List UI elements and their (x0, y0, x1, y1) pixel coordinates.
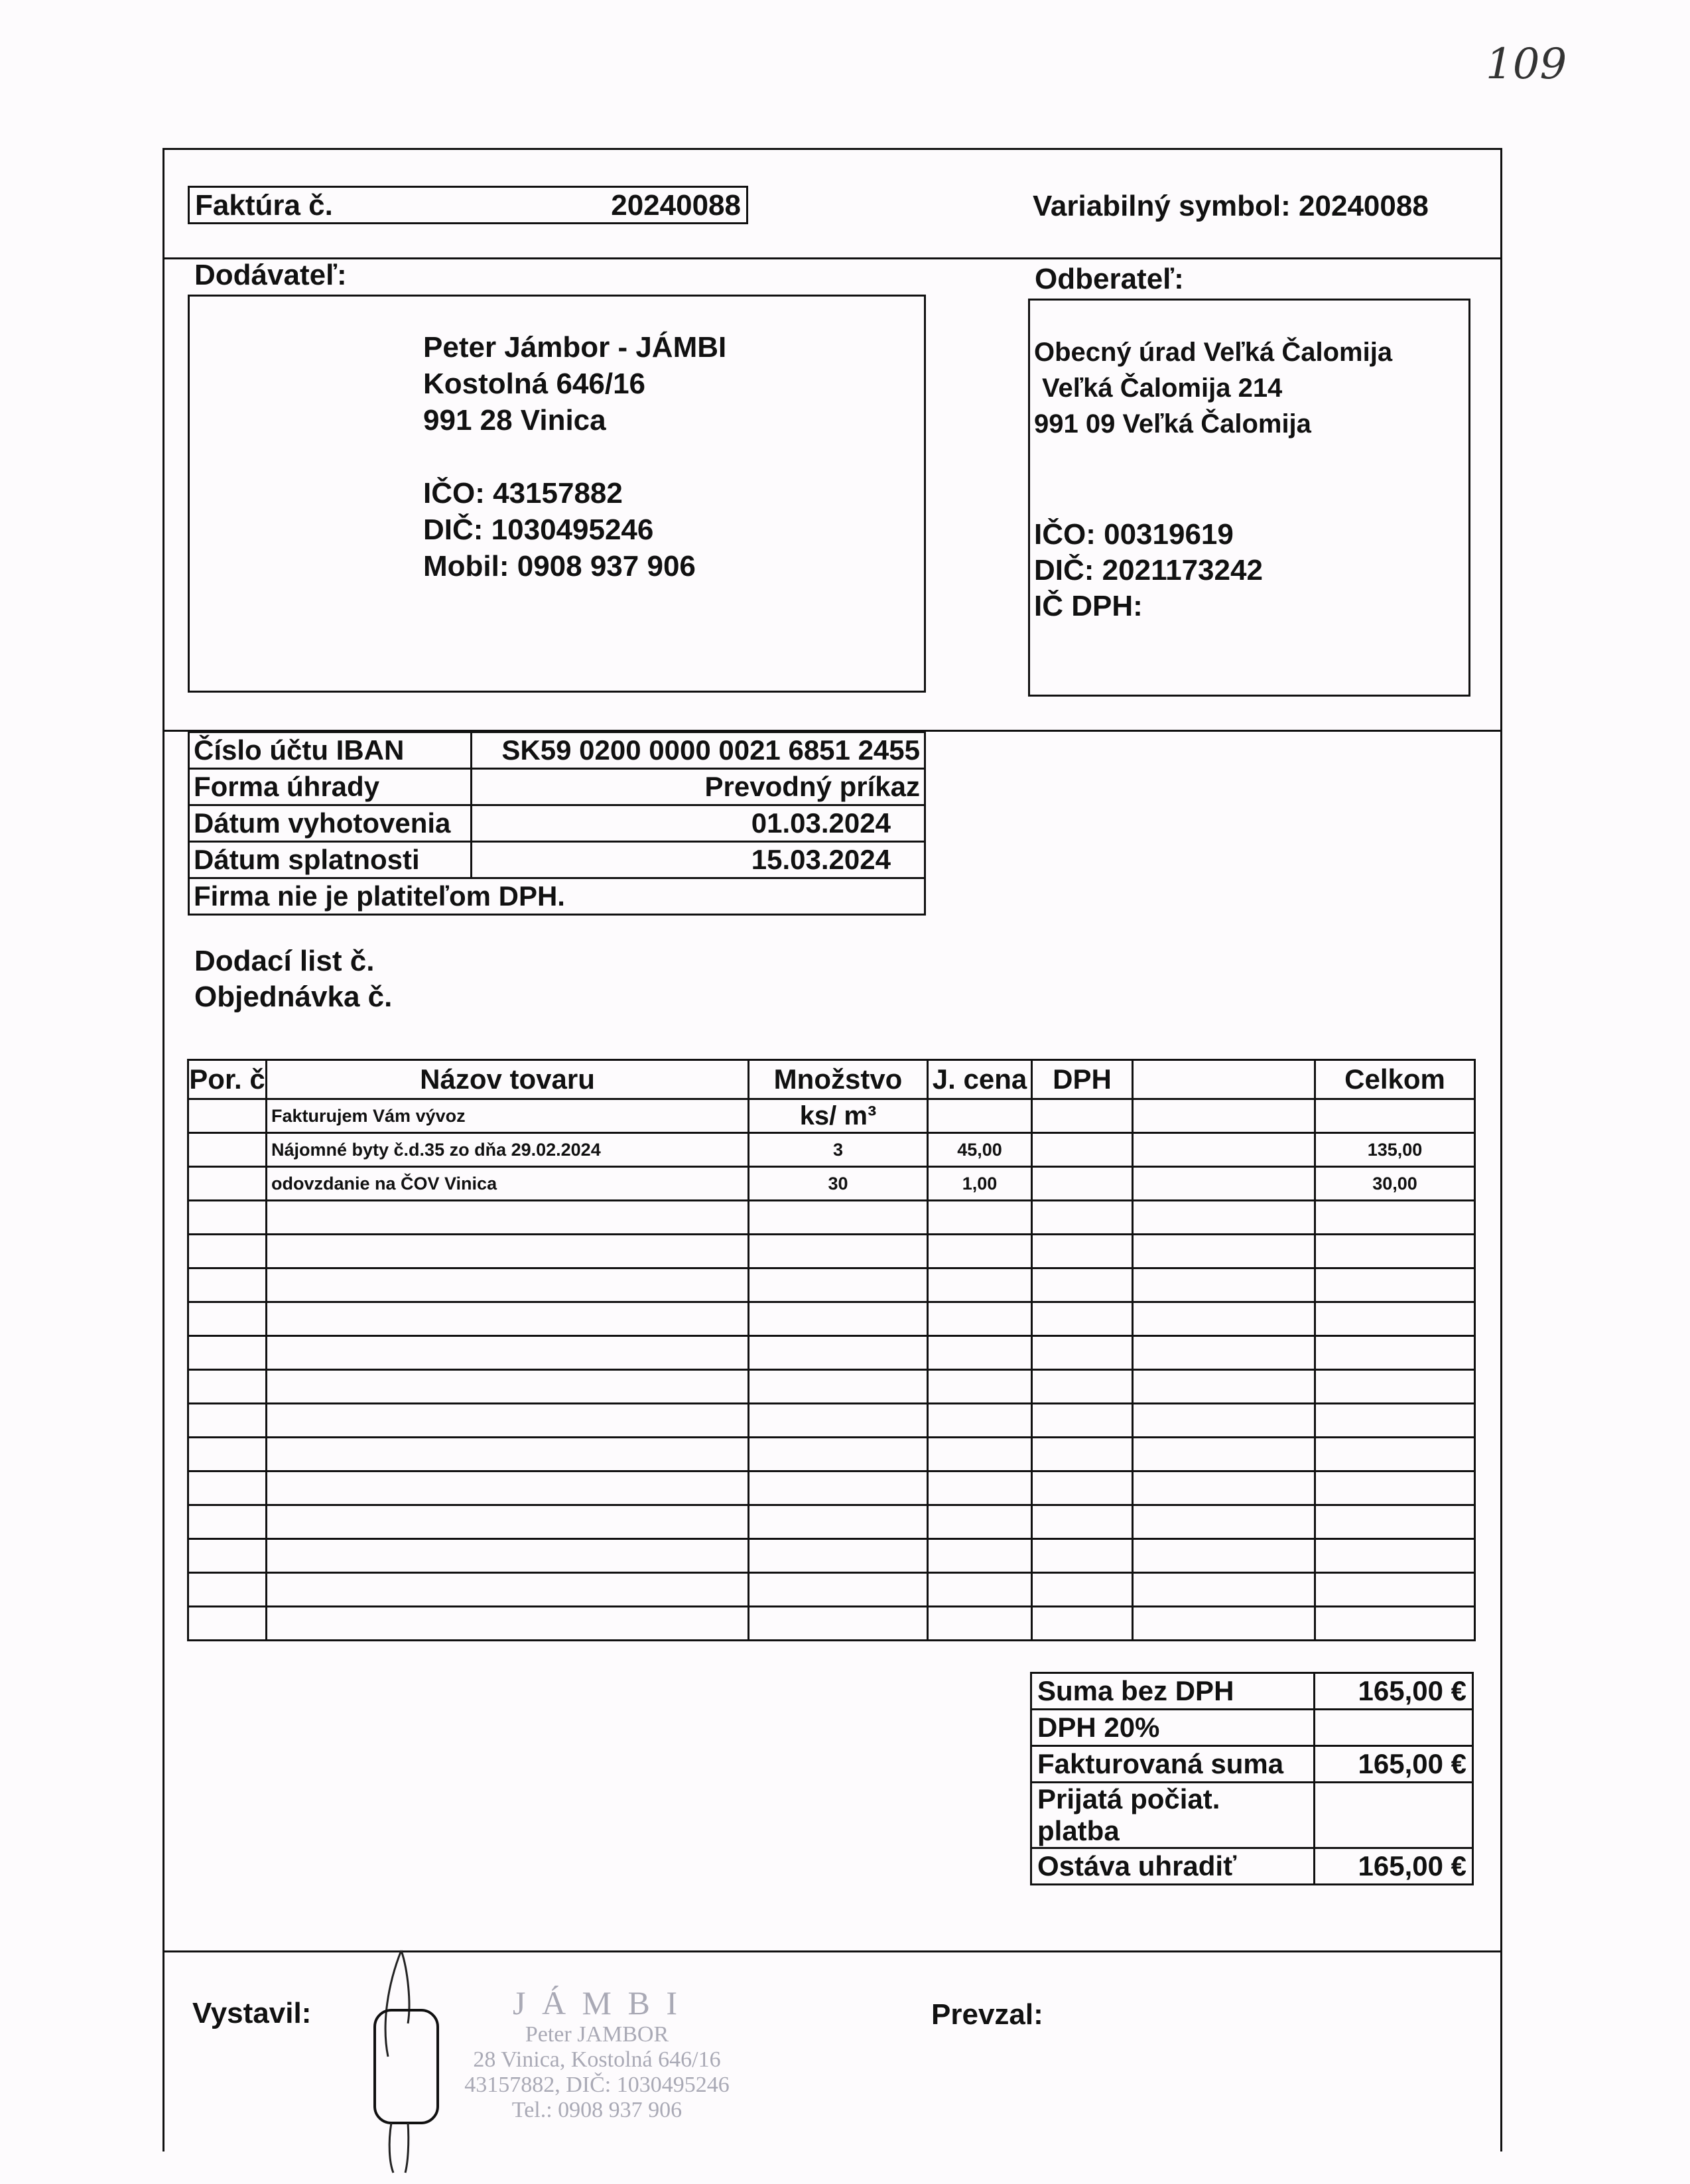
customer-icdph: IČ DPH: (1034, 590, 1143, 622)
summary-value: 165,00 € (1315, 1673, 1473, 1710)
table-cell (1133, 1201, 1315, 1235)
payment-label: Forma úhrady (189, 769, 472, 805)
item-name: Nájomné byty č.d.35 zo dňa 29.02.2024 (267, 1133, 749, 1167)
table-cell (928, 1201, 1032, 1235)
supplier-mobile: Mobil: 0908 937 906 (423, 550, 696, 582)
item-total: 30,00 (1315, 1167, 1475, 1201)
table-cell (1133, 1302, 1315, 1336)
table-row (188, 1099, 1475, 1133)
table-cell (267, 1302, 749, 1336)
table-cell (1133, 1404, 1315, 1438)
table-cell (188, 1505, 267, 1539)
table-cell (1315, 1099, 1475, 1133)
summary-label: Fakturovaná suma (1031, 1746, 1315, 1783)
table-cell (928, 1370, 1032, 1404)
summary-row (1031, 1783, 1473, 1848)
table-cell (1133, 1268, 1315, 1302)
item-empty (1133, 1133, 1315, 1167)
table-cell (1133, 1539, 1315, 1573)
table-row (188, 1133, 1475, 1167)
table-cell (267, 1471, 749, 1505)
table-row (188, 1573, 1475, 1607)
stamp-line: 28 Vinica, Kostolná 646/16 (473, 2047, 721, 2072)
table-cell (1315, 1336, 1475, 1370)
table-cell (749, 1573, 928, 1607)
payment-label: Dátum vyhotovenia (189, 805, 472, 842)
table-cell (188, 1302, 267, 1336)
table-cell (1133, 1235, 1315, 1268)
table-cell (267, 1607, 749, 1641)
summary-value (1315, 1710, 1473, 1746)
table-cell (267, 1505, 749, 1539)
summary-label: Suma bez DPH (1031, 1673, 1315, 1710)
payment-value: SK59 0200 0000 0021 6851 2455 (472, 732, 925, 769)
vat-note: Firma nie je platiteľom DPH. (189, 878, 925, 915)
table-cell (928, 1336, 1032, 1370)
item-empty (1133, 1167, 1315, 1201)
table-cell (928, 1505, 1032, 1539)
summary-row (1031, 1710, 1473, 1746)
table-row (188, 1607, 1475, 1641)
items-table (187, 1059, 1476, 1641)
table-cell (1315, 1268, 1475, 1302)
supplier-city: 991 28 Vinica (423, 404, 606, 437)
table-cell (928, 1607, 1032, 1641)
item-vat (1032, 1167, 1133, 1201)
item-name: Fakturujem Vám vývoz (267, 1099, 749, 1133)
table-cell (1315, 1370, 1475, 1404)
table-row (188, 1404, 1475, 1438)
table-cell (267, 1539, 749, 1573)
table-cell (267, 1201, 749, 1235)
table-cell (749, 1404, 928, 1438)
payment-row-due-date (189, 842, 925, 878)
header-total: Celkom (1315, 1060, 1475, 1099)
table-cell (267, 1573, 749, 1607)
payment-table (188, 731, 926, 916)
stamp-line: 43157882, DIČ: 1030495246 (464, 2073, 730, 2097)
summary-row (1031, 1746, 1473, 1783)
supplier-heading: Dodávateľ: (194, 259, 347, 291)
table-cell (1315, 1235, 1475, 1268)
table-cell (1032, 1099, 1133, 1133)
item-unit-price: 1,00 (928, 1167, 1032, 1201)
item-name: odovzdanie na ČOV Vinica (267, 1167, 749, 1201)
table-row (188, 1302, 1475, 1336)
table-cell (1032, 1370, 1133, 1404)
summary-label: Ostáva uhradiť (1031, 1848, 1315, 1885)
item-vat (1032, 1133, 1133, 1167)
payment-row-vat-note (189, 878, 925, 915)
summary-table (1030, 1672, 1474, 1885)
table-cell (188, 1607, 267, 1641)
table-cell (1133, 1438, 1315, 1471)
table-cell (1315, 1573, 1475, 1607)
table-cell (1032, 1607, 1133, 1641)
table-cell (1315, 1539, 1475, 1573)
table-cell (1032, 1505, 1133, 1539)
table-cell (1032, 1201, 1133, 1235)
customer-name: Obecný úrad Veľká Čalomija (1034, 338, 1393, 367)
order-label: Objednávka č. (194, 981, 393, 1013)
table-cell (267, 1235, 749, 1268)
customer-ico: IČO: 00319619 (1034, 518, 1234, 551)
table-cell (928, 1302, 1032, 1336)
item-qty: 30 (749, 1167, 928, 1201)
payment-label: Dátum splatnosti (189, 842, 472, 878)
table-cell (1032, 1471, 1133, 1505)
items-header-row (188, 1060, 1475, 1099)
item-total: 135,00 (1315, 1133, 1475, 1167)
payment-value: 15.03.2024 (472, 842, 925, 878)
table-cell (1315, 1471, 1475, 1505)
table-cell (267, 1438, 749, 1471)
table-cell (928, 1438, 1032, 1471)
variable-symbol: Variabilný symbol: 20240088 (1033, 190, 1429, 222)
table-cell (1032, 1336, 1133, 1370)
table-cell (749, 1201, 928, 1235)
payment-row-iban (189, 732, 925, 769)
table-cell (188, 1099, 267, 1133)
table-cell (1315, 1438, 1475, 1471)
payment-value: Prevodný príkaz (472, 769, 925, 805)
supplier-dic: DIČ: 1030495246 (423, 513, 654, 546)
table-cell (1032, 1438, 1133, 1471)
table-cell (188, 1471, 267, 1505)
table-cell (749, 1505, 928, 1539)
header-qty: Množstvo (749, 1060, 928, 1099)
table-row (188, 1539, 1475, 1573)
summary-value (1315, 1783, 1473, 1848)
table-row (188, 1438, 1475, 1471)
table-cell (928, 1404, 1032, 1438)
table-cell (1315, 1505, 1475, 1539)
payment-row-issue-date (189, 805, 925, 842)
stamp-line: Tel.: 0908 937 906 (511, 2098, 682, 2122)
summary-row (1031, 1848, 1473, 1885)
table-cell (188, 1539, 267, 1573)
invoice-label: Faktúra č. (195, 189, 333, 222)
supplier-ico: IČO: 43157882 (423, 477, 623, 510)
table-cell (188, 1370, 267, 1404)
table-cell (188, 1268, 267, 1302)
table-cell (928, 1471, 1032, 1505)
table-cell (749, 1471, 928, 1505)
customer-box (1028, 299, 1470, 697)
table-cell (1032, 1404, 1133, 1438)
unit-label: ks/ m³ (749, 1099, 928, 1133)
summary-value: 165,00 € (1315, 1848, 1473, 1885)
supplier-box (188, 295, 926, 693)
table-cell (267, 1370, 749, 1404)
table-cell (1133, 1505, 1315, 1539)
page-mark: 109 (1486, 40, 1567, 89)
table-cell (928, 1573, 1032, 1607)
table-row (188, 1505, 1475, 1539)
table-cell (749, 1438, 928, 1471)
stamp-brand: J Á M B I (512, 1984, 682, 2021)
table-cell (188, 1404, 267, 1438)
payment-label: Číslo účtu IBAN (189, 732, 472, 769)
table-cell (1133, 1370, 1315, 1404)
supplier-street: Kostolná 646/16 (423, 368, 646, 400)
table-cell (1133, 1099, 1315, 1133)
table-row (188, 1370, 1475, 1404)
table-cell (749, 1336, 928, 1370)
table-cell (1315, 1201, 1475, 1235)
table-row (188, 1235, 1475, 1268)
table-cell (749, 1370, 928, 1404)
table-cell (1032, 1268, 1133, 1302)
table-cell (928, 1268, 1032, 1302)
table-cell (1032, 1302, 1133, 1336)
payment-value: 01.03.2024 (472, 805, 925, 842)
table-cell (188, 1573, 267, 1607)
table-cell (1032, 1573, 1133, 1607)
item-por (188, 1133, 267, 1167)
header-unit-price: J. cena (928, 1060, 1032, 1099)
item-por (188, 1167, 267, 1201)
table-cell (1133, 1471, 1315, 1505)
table-cell (267, 1404, 749, 1438)
header-empty (1133, 1060, 1315, 1099)
customer-city: 991 09 Veľká Čalomija (1034, 409, 1311, 439)
header-name: Názov tovaru (267, 1060, 749, 1099)
table-cell (188, 1438, 267, 1471)
table-cell (749, 1539, 928, 1573)
table-cell (1133, 1573, 1315, 1607)
summary-value: 165,00 € (1315, 1746, 1473, 1783)
table-cell (1315, 1302, 1475, 1336)
received-by-label: Prevzal: (931, 1998, 1043, 2031)
stamp-line: Peter JAMBOR (525, 2022, 669, 2047)
delivery-note-label: Dodací list č. (194, 945, 375, 977)
table-row (188, 1471, 1475, 1505)
table-cell (928, 1235, 1032, 1268)
table-row (188, 1201, 1475, 1235)
table-cell (1032, 1235, 1133, 1268)
table-cell (188, 1336, 267, 1370)
header-por: Por. č (188, 1060, 267, 1099)
table-cell (1032, 1539, 1133, 1573)
item-unit-price: 45,00 (928, 1133, 1032, 1167)
header-vat: DPH (1032, 1060, 1133, 1099)
customer-street: Veľká Čalomija 214 (1042, 374, 1283, 403)
table-row (188, 1268, 1475, 1302)
table-cell (1315, 1404, 1475, 1438)
table-cell (928, 1099, 1032, 1133)
table-cell (928, 1539, 1032, 1573)
customer-dic: DIČ: 2021173242 (1034, 554, 1263, 586)
table-cell (749, 1607, 928, 1641)
customer-heading: Odberateľ: (1035, 263, 1184, 295)
table-cell (267, 1268, 749, 1302)
issued-by-label: Vystavil: (192, 1997, 312, 2029)
item-qty: 3 (749, 1133, 928, 1167)
table-cell (1315, 1607, 1475, 1641)
invoice-number: 20240088 (611, 189, 741, 222)
table-cell (1133, 1336, 1315, 1370)
summary-row (1031, 1673, 1473, 1710)
payment-row-method (189, 769, 925, 805)
invoice-number-box (188, 186, 748, 224)
table-cell (749, 1302, 928, 1336)
table-row (188, 1167, 1475, 1201)
table-cell (267, 1336, 749, 1370)
summary-label: DPH 20% (1031, 1710, 1315, 1746)
supplier-name: Peter Jámbor - JÁMBI (423, 331, 727, 364)
table-cell (1133, 1607, 1315, 1641)
table-row (188, 1336, 1475, 1370)
table-cell (749, 1268, 928, 1302)
table-cell (188, 1201, 267, 1235)
table-cell (188, 1235, 267, 1268)
summary-label: Prijatá počiat. platba (1031, 1783, 1315, 1848)
company-stamp (424, 1984, 769, 2123)
table-cell (749, 1235, 928, 1268)
